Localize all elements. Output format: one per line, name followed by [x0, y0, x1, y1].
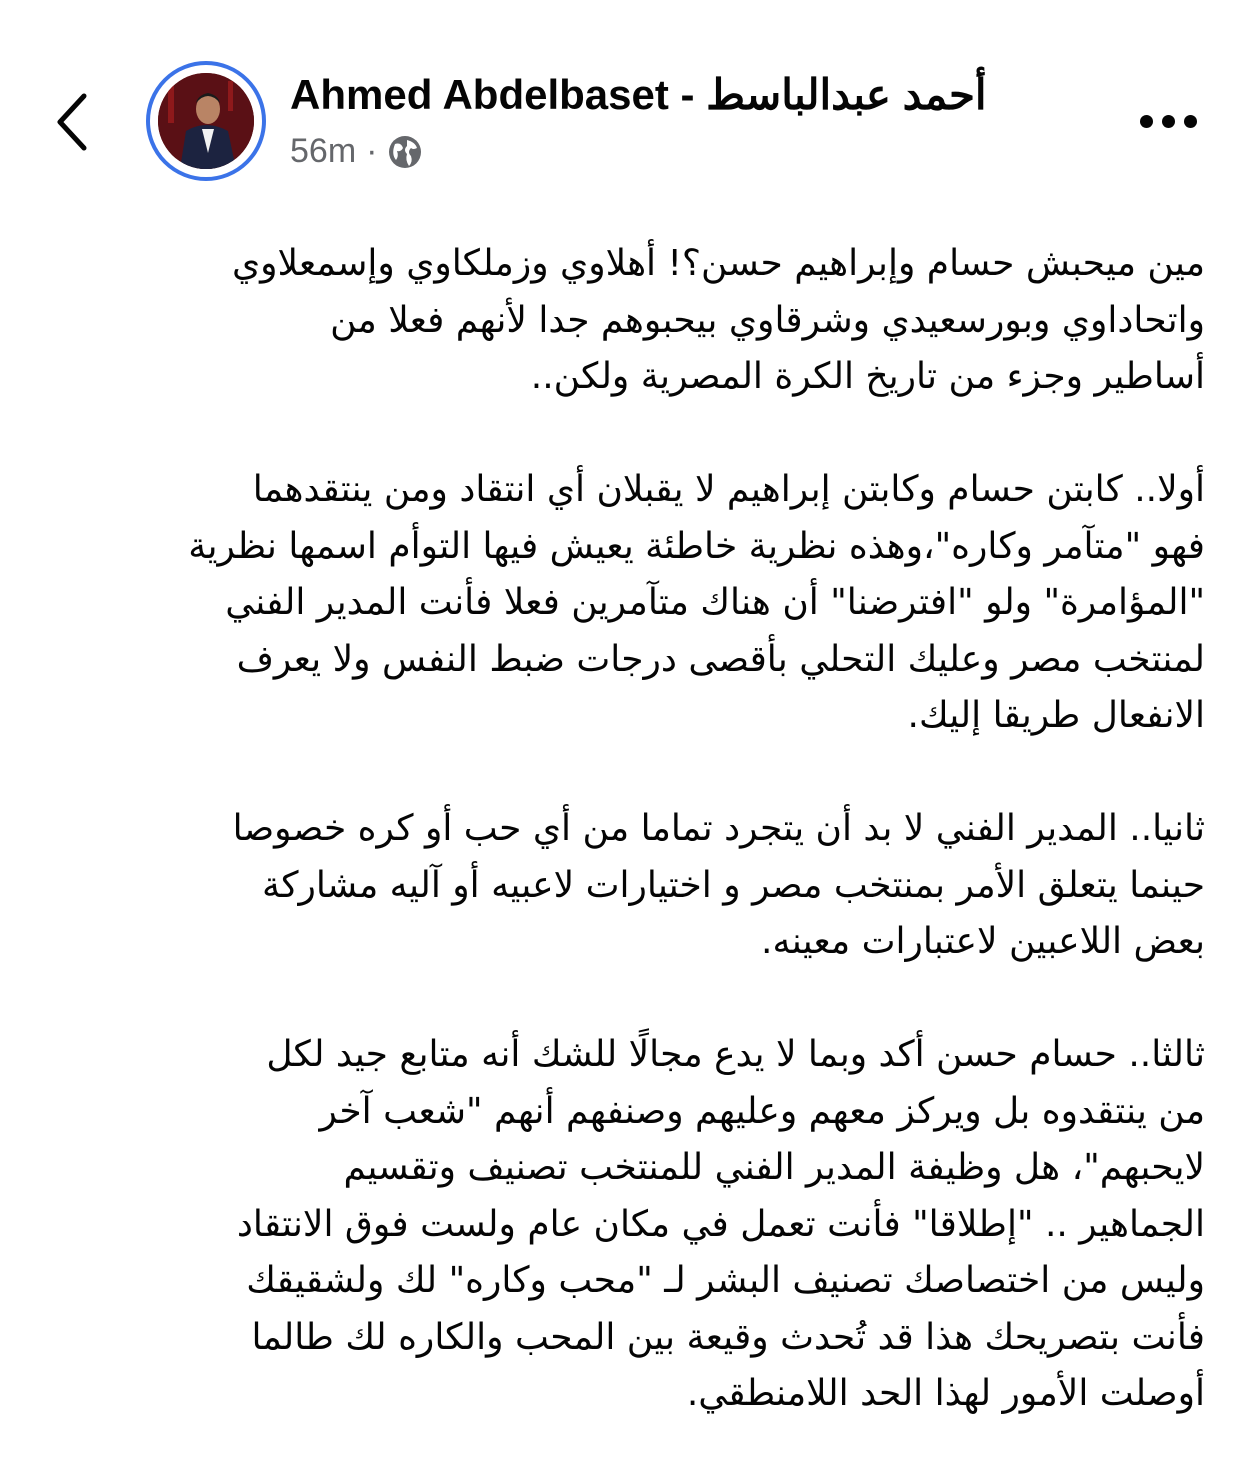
chevron-left-icon: [52, 92, 102, 152]
post-body: [30, 236, 1205, 1479]
post-text-line: فهو "متآمر وكاره"،وهذه نظرية خاطئة يعيش فيها التوأم اسمها نظرية: [188, 525, 1205, 567]
post-text-line: الانفعال طريقا إليك.: [907, 695, 1205, 736]
post-text-line: وليس من اختصاصك تصنيف البشر لـ "محب وكاره" لك ولشقيقك: [246, 1260, 1205, 1301]
globe-icon[interactable]: [387, 134, 423, 170]
author-name[interactable]: Ahmed Abdelbaset - أحمد عبدالباسط: [290, 71, 987, 118]
author-avatar[interactable]: [146, 61, 266, 181]
avatar-photo: [158, 73, 254, 169]
post-text-line: أساطير وجزء من تاريخ الكرة المصرية ولكن..: [530, 356, 1205, 397]
post-paragraph: [30, 236, 1205, 406]
separator: ·: [366, 132, 378, 170]
post-text-line: ثانيا.. المدير الفني لا بد أن يتجرد تماما من أي حب أو كره خصوصا: [232, 808, 1205, 849]
post-text-line: أولا.. كابتن حسام وكابتن إبراهيم لا يقبلان أي انتقاد ومن ينتقدهما: [252, 469, 1205, 510]
post-text-line: مين ميحبش حسام وإبراهيم حسن؟! أهلاوي وزملكاوي وإسمعلاوي: [231, 243, 1205, 284]
dot-icon: [1184, 115, 1197, 128]
post-text-line: ثالثا.. حسام حسن أكد وبما لا يدع مجالًا للشك أنه متابع جيد لكل: [266, 1034, 1205, 1075]
post-paragraph: [30, 1027, 1205, 1423]
back-button[interactable]: [52, 92, 102, 152]
post-text-line: الجماهير .. "إطلاقا" فأنت تعمل في مكان عام ولست فوق الانتقاد: [236, 1203, 1205, 1245]
dot-icon: [1162, 115, 1175, 128]
post-text-line: بعض اللاعبين لاعتبارات معينه.: [761, 921, 1205, 962]
post-text-line: لمنتخب مصر وعليك التحلي بأقصى درجات ضبط النفس ولا يعرف: [236, 638, 1205, 680]
post-text-line: لايحبهم"، هل وظيفة المدير الفني للمنتخب تصنيف وتقسيم: [343, 1147, 1205, 1188]
post-text-line: من ينتقدوه بل ويركز معهم وعليهم وصنفهم أنهم "شعب آخر: [319, 1090, 1205, 1132]
post-paragraph: [30, 801, 1205, 971]
dot-icon: [1140, 115, 1153, 128]
post-text-line: فأنت بتصريحك هذا قد تُحدث وقيعة بين المحب والكاره لك طالما: [251, 1316, 1205, 1358]
timestamp[interactable]: 56m: [290, 132, 357, 170]
post-meta: [290, 132, 423, 171]
more-options-button[interactable]: [1140, 108, 1200, 134]
post-paragraph: [30, 462, 1205, 745]
post-text-line: "المؤامرة" ولو "افترضنا" أن هناك متآمرين فعلا فأنت المدير الفني: [225, 582, 1205, 623]
post-text-line: واتحاداوي وبورسعيدي وشرقاوي بيحبوهم جدا لأنهم فعلا من: [330, 299, 1205, 341]
post-text-line: أوصلت الأمور لهذا الحد اللامنطقي.: [686, 1373, 1205, 1414]
post-text-line: حينما يتعلق الأمر بمنتخب مصر و اختيارات لاعبيه أو آليه مشاركة: [262, 864, 1205, 906]
